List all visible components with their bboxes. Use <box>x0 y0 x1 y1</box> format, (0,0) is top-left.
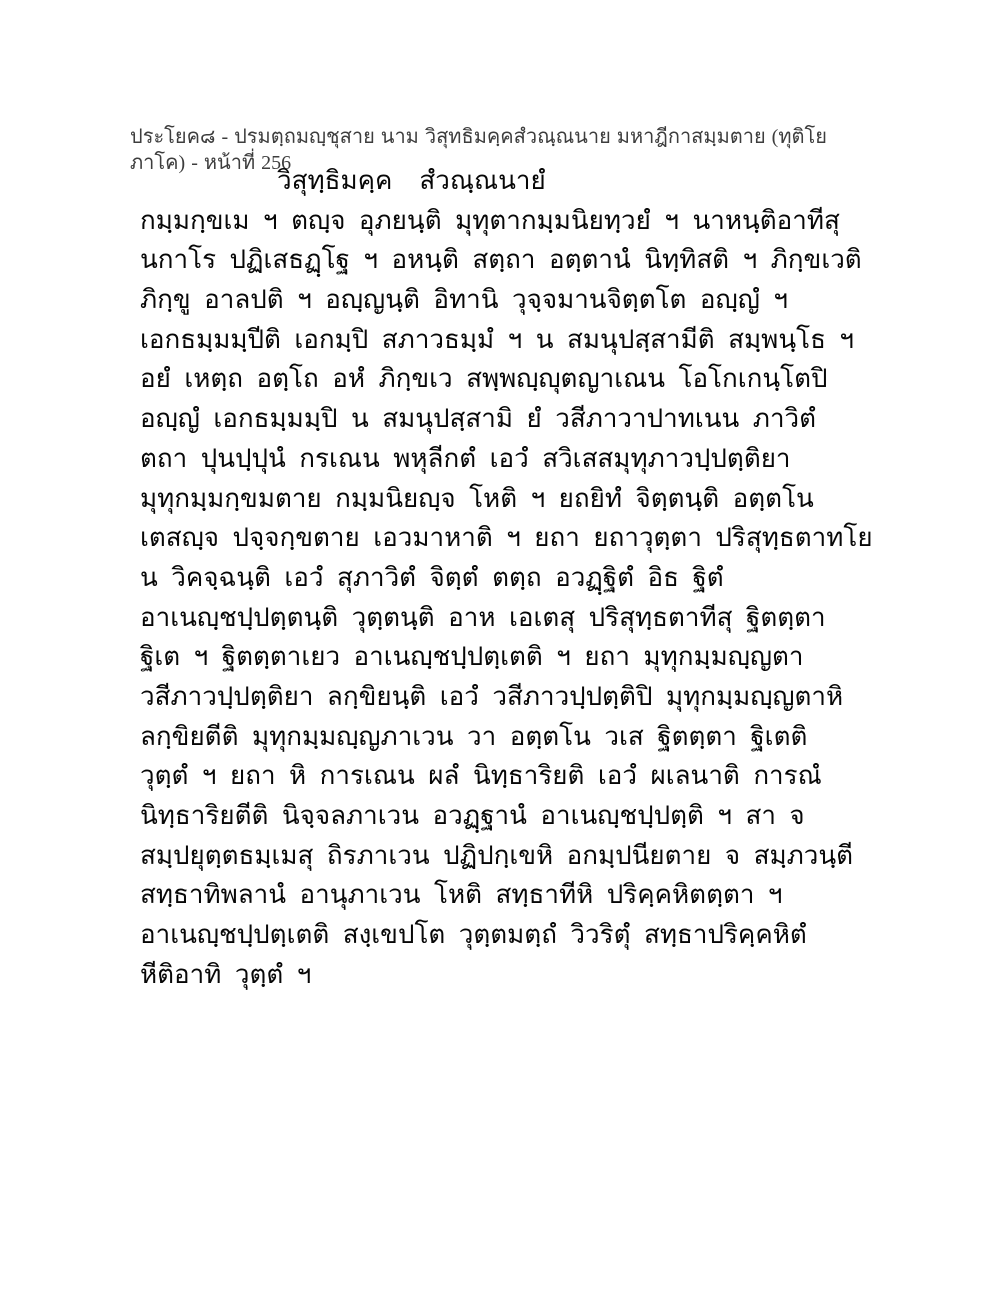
text-line: วุตฺตํ ฯ ยถา หิ การเณน ผลํ นิทฺธาริยติ เอวํ ผเลนาติ การณํ <box>140 761 822 791</box>
text-line: น วิคจฺฉนฺติ เอวํ สุภาวิตํ จิตฺตํ ตตฺถ อวฏฺฐิตํ อิธ ฐิตํ <box>140 562 724 592</box>
text-line: ตถา ปุนปฺปุนํ กรเณน พหุลีกตํ เอวํ สวิเสสมุทุภาวปฺปตฺติยา <box>140 443 791 473</box>
text-line: ภิกฺขู อาลปติ ฯ อญฺญนฺติ อิทานิ วุจฺจมานจิตฺตโต อญฺญํ ฯ <box>140 285 788 315</box>
text-line: เอกธมฺมมฺปีติ เอกมฺปิ สภาวธมฺมํ ฯ น สมนุปสฺสามีติ สมฺพนฺโธ ฯ <box>140 324 855 354</box>
text-line: เตสญฺจ ปจฺจกฺขตาย เอวมาหาติ ฯ ยถา ยถาวุตฺตา ปริสุทฺธตาทโย <box>140 523 873 553</box>
text-line: กมฺมกฺขเม ฯ ตญฺจ อุภยนฺติ มุทุตากมฺมนิยทฺวยํ ฯ นาหนฺติอาทีสุ <box>140 205 840 235</box>
text-line: วสีภาวปฺปตฺติยา ลกฺขิยนฺติ เอวํ วสีภาวปฺปตฺติปิ มุทุกมฺมญฺญตาหิ <box>140 681 844 711</box>
text-line: ฐิเต ฯ ฐิตตฺตาเยว อาเนญฺชปฺปตฺเตติ ฯ ยถา มุทุกมฺมญฺญตา <box>140 642 804 672</box>
text-line: อญฺญํ เอกธมฺมมฺปิ น สมนุปสฺสามิ ยํ วสีภาวาปาทเนน ภาวิตํ <box>140 404 817 434</box>
text-line: อาเนญฺชปฺปตฺเตติ สงฺเขปโต วุตฺตมตฺถํ วิวริตุํ สทฺธาปริคฺคหิตํ <box>140 920 807 950</box>
body-text <box>140 161 873 994</box>
text-line: มุทุกมฺมกฺขมตาย กมฺมนิยญฺจ โหติ ฯ ยถยิทํ จิตฺตนฺติ อตฺตโน <box>140 483 814 513</box>
text-line: สมฺปยุตฺตธมฺเมสุ ถิรภาเวน ปฏิปกฺเขหิ อกมฺปนียตาย จ สมฺภวนฺตี <box>140 840 853 870</box>
section-title: วิสุทฺธิมคฺค สํวณฺณนายํ <box>277 166 546 195</box>
text-line: นกาโร ปฏิเสธฏฺโฐ ฯ อหนฺติ สตฺถา อตฺตานํ นิทฺทิสติ ฯ ภิกฺขเวติ <box>140 245 862 275</box>
text-line: อยํ เหตฺถ อตฺโถ อหํ ภิกฺขเว สพฺพญฺญุตญาเณน โอโกเกนฺโตปิ <box>140 364 828 394</box>
text-line: หีติอาทิ วุตฺตํ ฯ <box>140 959 312 989</box>
text-line: นิทฺธาริยตีติ นิจฺจลภาเวน อวฏฺฐานํ อาเนญฺชปฺปตฺติ ฯ สา จ <box>140 801 805 830</box>
text-line: อาเนญฺชปฺปตฺตนฺติ วุตฺตนฺติ อาห เอเตสุ ปริสุทฺธตาทีสุ ฐิตตฺตา <box>140 602 826 632</box>
text-line: ลกฺขิยตีติ มุทุกมฺมญฺญภาเวน วา อตฺตโน วเส ฐิตตฺตา ฐิเตติ <box>140 721 808 751</box>
text-line: สทฺธาทิพลานํ อานุภาเวน โหติ สทฺธาทีหิ ปริคฺคหิตตฺตา ฯ <box>140 880 783 910</box>
page-header: ประโยค๘ - ปรมตฺถมญฺชุสาย นาม วิสุทธิมคฺคสํวณฺณนาย มหาฎีกาสมฺมตาย (ทุติโย ภาโค) - หน้าที่ 256 <box>130 126 833 174</box>
